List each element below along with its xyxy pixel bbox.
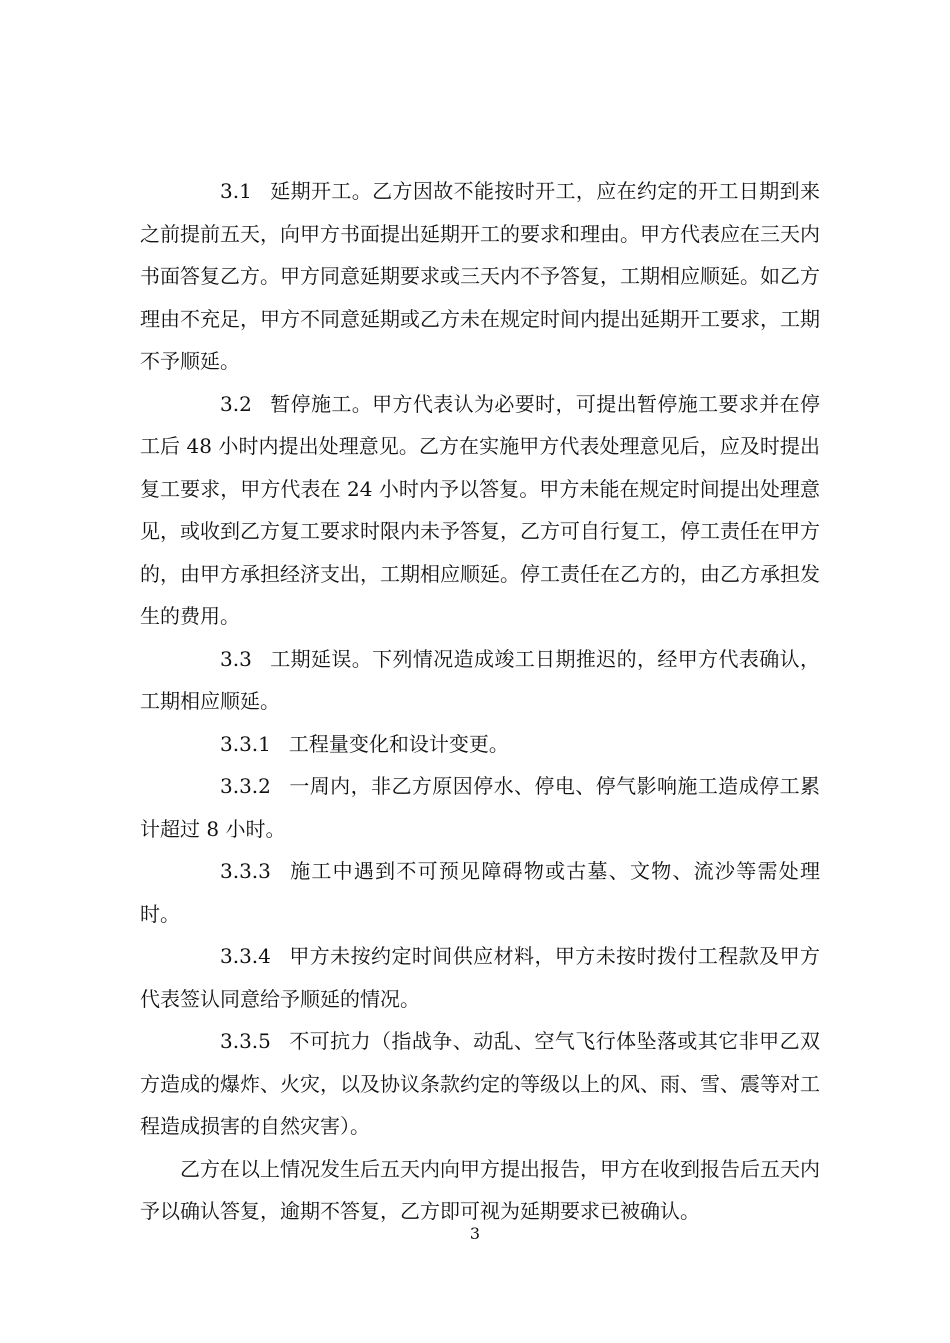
document-body [140, 170, 820, 1233]
paragraph-3-3 [140, 638, 820, 723]
clause-text: 工期延误。下列情况造成竣工日期推迟的，经甲方代表确认，工期相应顺延。 [140, 646, 820, 713]
clause-text: 暂停施工。甲方代表认为必要时，可提出暂停施工要求并在停工后 48 小时内提出处理意见。乙方在实施甲方代表处理意见后，应及时提出复工要求，甲方代表在 24 小时内予以答复。甲方未能在规定时间提出处理意见，或收到乙方复工要求时限内未予答复，乙方可自行复工，停工责任在甲方的，由甲方承担经济支出，工期相应顺延。停工责任在乙方的，由乙方承担发生的费用。 [140, 391, 820, 628]
clause-text: 甲方未按约定时间供应材料，甲方未按时拨付工程款及甲方代表签认同意给予顺延的情况。 [140, 944, 820, 1011]
clause-text: 施工中遇到不可预见障碍物或古墓、文物、流沙等需处理时。 [140, 859, 820, 926]
clause-number: 3.3.4 [220, 944, 271, 968]
paragraph-3-2 [140, 383, 820, 638]
clause-number: 3.1 [220, 179, 252, 203]
page-number: 3 [469, 1224, 481, 1243]
paragraph-3-3-5 [140, 1020, 820, 1148]
paragraph-3-3-3 [140, 850, 820, 935]
clause-text: 不可抗力（指战争、动乱、空气飞行体坠落或其它非甲乙双方造成的爆炸、火灾，以及协议条款约定的等级以上的风、雨、雪、震等对工程造成损害的自然灾害）。 [140, 1029, 820, 1138]
paragraph-3-1 [140, 170, 820, 383]
paragraph-report [140, 1148, 820, 1233]
clause-number: 3.3.5 [220, 1029, 271, 1053]
paragraph-3-3-1 [140, 723, 820, 766]
paragraph-3-3-2 [140, 765, 820, 850]
clause-text: 工程量变化和设计变更。 [288, 731, 509, 756]
clause-text: 延期开工。乙方因故不能按时开工，应在约定的开工日期到来之前提前五天，向甲方书面提出延期开工的要求和理由。甲方代表应在三天内书面答复乙方。甲方同意延期要求或三天内不予答复，工期相应顺延。如乙方理由不充足，甲方不同意延期或乙方未在规定时间内提出延期开工要求，工期不予顺延。 [140, 179, 820, 373]
clause-number: 3.3.2 [220, 774, 271, 798]
clause-text: 乙方在以上情况发生后五天内向甲方提出报告，甲方在收到报告后五天内予以确认答复，逾期不答复，乙方即可视为延期要求已被确认。 [140, 1156, 820, 1223]
clause-number: 3.2 [220, 391, 252, 416]
paragraph-3-3-4 [140, 935, 820, 1020]
clause-number: 3.3 [220, 646, 252, 671]
clause-number: 3.3.3 [220, 859, 271, 883]
clause-text: 一周内，非乙方原因停水、停电、停气影响施工造成停工累计超过 8 小时。 [140, 774, 820, 841]
clause-number: 3.3.1 [220, 731, 271, 756]
